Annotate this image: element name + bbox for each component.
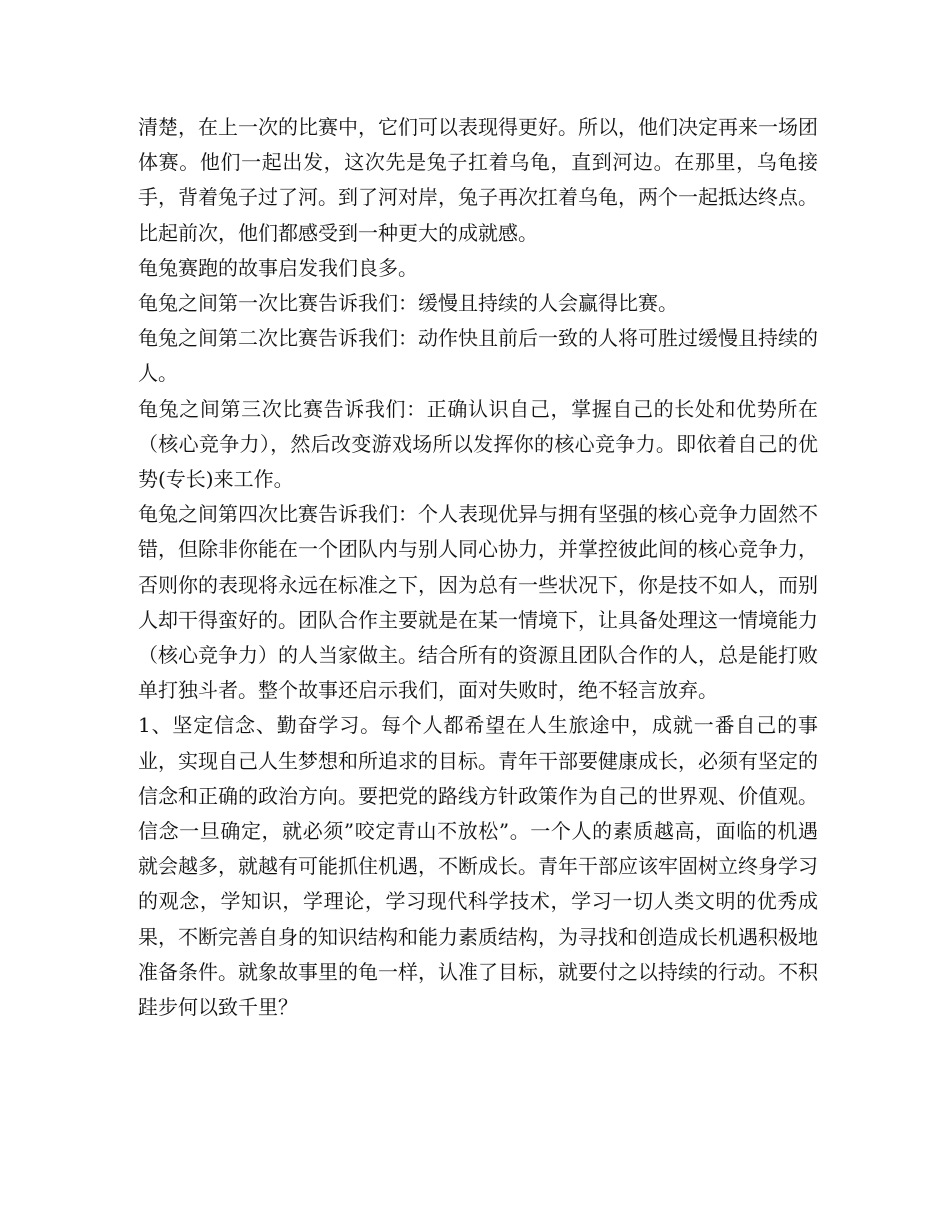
- paragraph-fourth-race: 龟兔之间第四次比赛告诉我们：个人表现优异与拥有坚强的核心竞争力固然不错，但除非你能在一个团队内与别人同心协力，并掌控彼此间的核心竞争力，否则你的表现将永远在标准之下，因为总有一些状况下，你是技不如人，而别人却干得蛮好的。团队合作主要就是在某一情境下，让具备处理这一情境能力（核心竞争力）的人当家做主。结合所有的资源且团队合作的人，总是能打败单打独斗者。整个故事还启示我们，面对失败时，绝不轻言放弃。: [138, 502, 818, 703]
- paragraph-third-race: 龟兔之间第三次比赛告诉我们：正确认识自己，掌握自己的长处和优势所在（核心竞争力），然后改变游戏场所以发挥你的核心竞争力。即依着自己的优势(专长)来工作。: [138, 396, 818, 492]
- paragraph-second-race: 龟兔之间第二次比赛告诉我们：动作快且前后一致的人将可胜过缓慢且持续的人。: [138, 326, 818, 386]
- document-page: [138, 110, 818, 1025]
- paragraph-point-one: 1、坚定信念、勤奋学习。每个人都希望在人生旅途中，成就一番自己的事业，实现自己人生梦想和所追求的目标。青年干部要健康成长，必须有坚定的信念和正确的政治方向。要把党的路线方针政策作为自己的世界观、价值观。信念一旦确定，就必须”咬定青山不放松”。一个人的素质越高，面临的机遇就会越多，就越有可能抓住机遇，不断成长。青年干部应该牢固树立终身学习的观念，学知识，学理论，学习现代科学技术，学习一切人类文明的优秀成果，不断完善自身的知识结构和能力素质结构，为寻找和创造成长机遇积极地准备条件。就象故事里的龟一样，认准了目标，就要付之以持续的行动。不积跬步何以致千里？: [138, 713, 818, 1020]
- paragraph-story-ending: 清楚，在上一次的比赛中，它们可以表现得更好。所以，他们决定再来一场团体赛。他们一起出发，这次先是兔子扛着乌龟，直到河边。在那里，乌龟接手，背着兔子过了河。到了河对岸，兔子再次扛着乌龟，两个一起抵达终点。比起前次，他们都感受到一种更大的成就感。: [138, 115, 818, 245]
- paragraph-lesson-intro: 龟兔赛跑的故事启发我们良多。: [138, 255, 418, 280]
- paragraph-first-race: 龟兔之间第一次比赛告诉我们：缓慢且持续的人会赢得比赛。: [138, 291, 678, 316]
